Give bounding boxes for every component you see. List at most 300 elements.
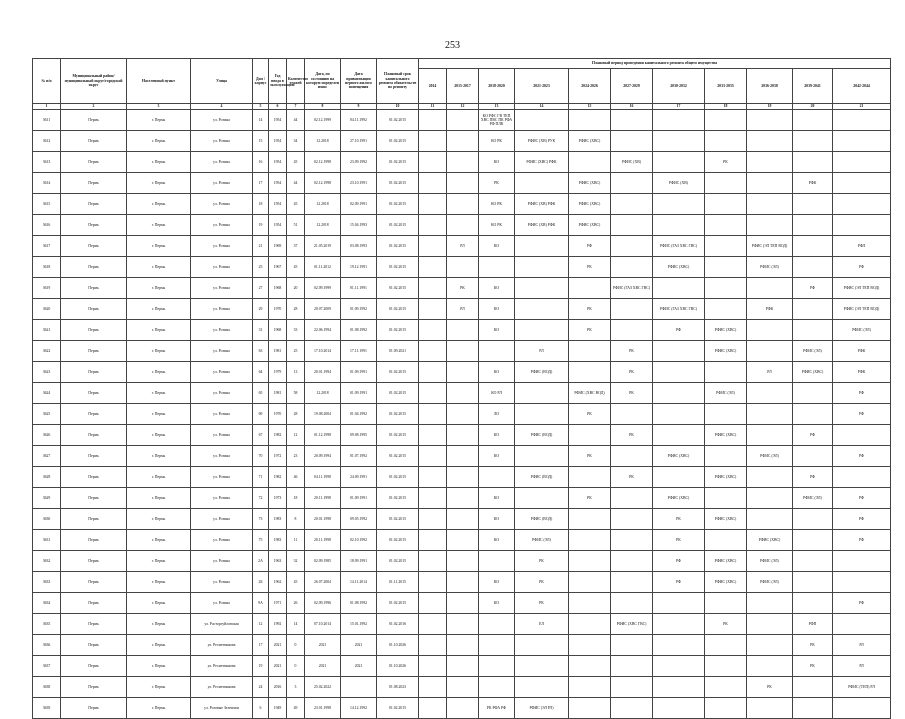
col-street-header: Улица: [191, 59, 253, 104]
period-cell: РФИС (ВОД): [515, 467, 569, 488]
privatization-date-cell: 01.09.1991: [341, 362, 377, 383]
period-cell: [447, 551, 479, 572]
period-cell: ЕЛ: [515, 614, 569, 635]
column-number-cell: 8: [305, 104, 341, 110]
period-header: 2030-2032: [653, 69, 705, 104]
privatization-date-cell: [341, 677, 377, 698]
table-row: [33, 194, 891, 215]
period-cell: РК: [479, 173, 515, 194]
period-cell: [419, 425, 447, 446]
period-cell: [747, 698, 793, 719]
period-cell: [569, 341, 611, 362]
period-cell: РФ: [653, 572, 705, 593]
house-cell: 12: [253, 614, 269, 635]
period-header: 2027-2029: [611, 69, 653, 104]
row-number-cell: 3636: [33, 635, 61, 656]
period-cell: РК: [705, 152, 747, 173]
period-cell: [611, 236, 653, 257]
table-row: [33, 425, 891, 446]
planned-term-cell: 01.02.2015: [377, 509, 419, 530]
floors-cell: 11: [287, 530, 305, 551]
period-cell: РЛ: [833, 656, 891, 677]
period-cell: РЛ: [447, 236, 479, 257]
table-row: [33, 509, 891, 530]
period-cell: РК: [569, 404, 611, 425]
period-cell: КО: [479, 572, 515, 593]
street-cell: ул. Розина: [191, 362, 253, 383]
year-cell: 1981: [269, 341, 287, 362]
house-cell: 69: [253, 404, 269, 425]
wear-date-cell: 02.12.1998: [305, 173, 341, 194]
locality-cell: г. Пермь: [127, 698, 191, 719]
locality-cell: г. Пермь: [127, 194, 191, 215]
locality-cell: г. Пермь: [127, 299, 191, 320]
street-cell: ул. Розина: [191, 131, 253, 152]
street-cell: ул. Розина: [191, 173, 253, 194]
wear-date-cell: 02.09.1985: [305, 551, 341, 572]
period-cell: [419, 278, 447, 299]
period-cell: КО: [479, 509, 515, 530]
period-cell: КО РФС ГВ ТЕП ХВС ПВС ПК РФА РФ ПЛК: [479, 110, 515, 131]
privatization-date-cell: 15.01.1992: [341, 614, 377, 635]
planned-term-cell: 01.02.2015: [377, 173, 419, 194]
period-cell: [419, 215, 447, 236]
house-cell: 19: [253, 215, 269, 236]
column-number-cell: 11: [419, 104, 447, 110]
planned-term-cell: 01.02.2016: [377, 614, 419, 635]
period-cell: РФИС (ЭЛ): [747, 551, 793, 572]
house-cell: 14: [253, 110, 269, 131]
floors-cell: 26: [287, 593, 305, 614]
period-cell: РФИС (ЭЛ): [747, 446, 793, 467]
period-cell: [419, 341, 447, 362]
period-cell: [793, 257, 833, 278]
floors-cell: 0: [287, 656, 305, 677]
period-cell: РФИС (ХВС): [705, 467, 747, 488]
period-cell: [419, 635, 447, 656]
year-cell: 1982: [269, 467, 287, 488]
period-header: 2021-2023: [515, 69, 569, 104]
period-cell: РФ: [833, 446, 891, 467]
year-cell: 1981: [269, 383, 287, 404]
period-cell: [705, 173, 747, 194]
row-number-cell: 3619: [33, 278, 61, 299]
period-cell: [515, 635, 569, 656]
wear-date-cell: 20.07.2009: [305, 299, 341, 320]
period-cell: РФИС (ЭЛ): [515, 530, 569, 551]
planned-term-cell: 01.02.2015: [377, 488, 419, 509]
floors-cell: 37: [287, 236, 305, 257]
period-cell: [447, 383, 479, 404]
planned-term-cell: 01.02.2015: [377, 215, 419, 236]
period-cell: [447, 635, 479, 656]
period-cell: [515, 656, 569, 677]
privatization-date-cell: 2021: [341, 656, 377, 677]
period-cell: [419, 551, 447, 572]
floors-cell: 0: [287, 635, 305, 656]
street-cell: ул. Розина: [191, 278, 253, 299]
period-cell: [705, 236, 747, 257]
floors-cell: 44: [287, 173, 305, 194]
house-cell: 2А: [253, 551, 269, 572]
wear-date-cell: 01.12.1998: [305, 425, 341, 446]
period-cell: [705, 635, 747, 656]
period-cell: РФИС (ЭЛ ТЕП ВОД): [747, 236, 793, 257]
period-cell: [793, 530, 833, 551]
house-cell: 72: [253, 488, 269, 509]
period-cell: [833, 131, 891, 152]
house-cell: 25: [253, 257, 269, 278]
period-cell: КО: [479, 278, 515, 299]
period-cell: РФИС (ХВ): [653, 173, 705, 194]
period-cell: [793, 236, 833, 257]
period-cell: [419, 404, 447, 425]
year-cell: 1954: [269, 173, 287, 194]
floors-cell: 58: [287, 383, 305, 404]
period-cell: [793, 320, 833, 341]
period-cell: [515, 299, 569, 320]
street-cell: ул. Розина: [191, 446, 253, 467]
year-cell: 1979: [269, 362, 287, 383]
capital-repair-schedule-table: [32, 58, 891, 719]
period-cell: РФ: [833, 488, 891, 509]
planned-term-cell: 01.02.2015: [377, 383, 419, 404]
period-cell: РФИС (ЭЛ ТЕП ВОД): [833, 278, 891, 299]
period-cell: [569, 530, 611, 551]
period-cell: [793, 509, 833, 530]
period-cell: РФ: [793, 425, 833, 446]
period-cell: РФИС (ХВС) РФК: [515, 152, 569, 173]
column-number-cell: 18: [705, 104, 747, 110]
floors-cell: 45: [287, 194, 305, 215]
period-cell: [833, 152, 891, 173]
period-cell: [515, 278, 569, 299]
col-floors-header: Количество этажей: [287, 59, 305, 104]
locality-cell: г. Пермь: [127, 635, 191, 656]
floors-cell: 45: [287, 257, 305, 278]
wear-date-cell: 02.09.1996: [305, 593, 341, 614]
period-cell: [747, 110, 793, 131]
period-cell: ЛО: [479, 404, 515, 425]
district-cell: Пермь: [61, 362, 127, 383]
locality-cell: г. Пермь: [127, 446, 191, 467]
locality-cell: г. Пермь: [127, 467, 191, 488]
period-cell: РФИС (ХВС): [705, 509, 747, 530]
period-cell: [653, 278, 705, 299]
period-cell: [419, 299, 447, 320]
period-cell: [419, 194, 447, 215]
row-number-cell: 3613: [33, 152, 61, 173]
period-cell: [705, 110, 747, 131]
period-cell: [479, 551, 515, 572]
row-number-cell: 3620: [33, 299, 61, 320]
planned-term-cell: 01.02.2015: [377, 551, 419, 572]
period-cell: [611, 677, 653, 698]
column-number-cell: 2: [61, 104, 127, 110]
period-cell: [419, 236, 447, 257]
period-cell: [569, 551, 611, 572]
period-cell: [793, 110, 833, 131]
period-cell: РФ: [833, 530, 891, 551]
period-cell: РФИС (ХВС): [653, 257, 705, 278]
street-cell: ул. Ресметинкова: [191, 677, 253, 698]
period-cell: [447, 341, 479, 362]
table-row: [33, 551, 891, 572]
planned-term-cell: 01.09.2021: [377, 341, 419, 362]
floors-cell: 28: [287, 299, 305, 320]
period-cell: [611, 656, 653, 677]
district-cell: Пермь: [61, 404, 127, 425]
floors-cell: 25: [287, 341, 305, 362]
wear-date-cell: 12.2018: [305, 131, 341, 152]
period-cell: [447, 656, 479, 677]
col-privatization-date-header: Дата приватизации первого жилого помещения: [341, 59, 377, 104]
period-cell: [447, 488, 479, 509]
privatization-date-cell: 23.10.1991: [341, 173, 377, 194]
period-cell: [747, 614, 793, 635]
row-number-cell: 3624: [33, 383, 61, 404]
year-cell: 1983: [269, 509, 287, 530]
privatization-date-cell: 01.09.1992: [341, 299, 377, 320]
period-cell: КО: [479, 425, 515, 446]
district-cell: Пермь: [61, 509, 127, 530]
row-number-cell: 3614: [33, 173, 61, 194]
period-cell: [419, 467, 447, 488]
period-cell: [447, 593, 479, 614]
locality-cell: г. Пермь: [127, 551, 191, 572]
period-cell: [653, 131, 705, 152]
column-number-cell: 1: [33, 104, 61, 110]
period-cell: [747, 404, 793, 425]
planned-term-cell: 01.02.2015: [377, 320, 419, 341]
period-cell: [747, 320, 793, 341]
period-cell: РФИС (ГАЗ ХВС ГВС): [653, 236, 705, 257]
district-cell: Пермь: [61, 152, 127, 173]
period-cell: РФ: [833, 593, 891, 614]
period-cell: РФИС (ВОД): [515, 509, 569, 530]
locality-cell: г. Пермь: [127, 530, 191, 551]
period-cell: РК: [653, 530, 705, 551]
locality-cell: г. Пермь: [127, 131, 191, 152]
period-cell: РК: [515, 551, 569, 572]
period-cell: РФИС (ХВС): [793, 362, 833, 383]
period-cell: [447, 404, 479, 425]
period-cell: РК: [793, 656, 833, 677]
floors-cell: 3: [287, 677, 305, 698]
period-cell: [747, 341, 793, 362]
district-cell: Пермь: [61, 551, 127, 572]
planned-term-cell: 01.02.2015: [377, 299, 419, 320]
period-cell: РК: [653, 509, 705, 530]
period-cell: [653, 341, 705, 362]
period-cell: [747, 467, 793, 488]
year-cell: 1967: [269, 257, 287, 278]
locality-cell: г. Пермь: [127, 152, 191, 173]
house-cell: 70: [253, 446, 269, 467]
period-cell: РФИС (ЭЛ РЛ): [515, 698, 569, 719]
table-row: [33, 446, 891, 467]
wear-date-cell: 07.10.2014: [305, 614, 341, 635]
period-cell: [447, 110, 479, 131]
street-cell: ул. Розовые Зеленчки: [191, 698, 253, 719]
privatization-date-cell: 17.11.1991: [341, 341, 377, 362]
period-cell: [419, 509, 447, 530]
table-row: [33, 131, 891, 152]
period-cell: РФК: [833, 362, 891, 383]
period-cell: РФИС (ХВС): [569, 215, 611, 236]
period-cell: [653, 677, 705, 698]
period-cell: РЛ: [833, 635, 891, 656]
planned-term-cell: 01.02.2015: [377, 257, 419, 278]
period-cell: [419, 488, 447, 509]
table-row: [33, 530, 891, 551]
period-cell: [569, 698, 611, 719]
street-cell: ул. Розина: [191, 320, 253, 341]
period-cell: [747, 152, 793, 173]
period-cell: КО РК: [479, 194, 515, 215]
period-cell: РФ: [653, 320, 705, 341]
column-number-cell: 12: [447, 104, 479, 110]
row-number-cell: 3634: [33, 593, 61, 614]
row-number-cell: 3621: [33, 320, 61, 341]
locality-cell: г. Пермь: [127, 572, 191, 593]
period-cell: [479, 677, 515, 698]
row-number-cell: 3631: [33, 530, 61, 551]
period-cell: [705, 677, 747, 698]
wear-date-cell: 26.07.2004: [305, 572, 341, 593]
privatization-date-cell: 14.11.2014: [341, 572, 377, 593]
privatization-date-cell: 04.11.1992: [341, 110, 377, 131]
district-cell: Пермь: [61, 488, 127, 509]
period-header: 2039-2041: [793, 69, 833, 104]
street-cell: ул. Ресметинкова: [191, 635, 253, 656]
wear-date-cell: 25.02.2022: [305, 677, 341, 698]
floors-cell: 33: [287, 320, 305, 341]
year-cell: 1954: [269, 194, 287, 215]
district-cell: Пермь: [61, 173, 127, 194]
period-cell: РФИС (ХВС): [747, 530, 793, 551]
period-cell: [611, 698, 653, 719]
period-cell: [611, 215, 653, 236]
period-header: 2042-2044: [833, 69, 891, 104]
year-cell: 2021: [269, 656, 287, 677]
privatization-date-cell: 2021: [341, 635, 377, 656]
period-cell: [611, 488, 653, 509]
period-cell: [479, 257, 515, 278]
period-cell: РЛ: [747, 362, 793, 383]
period-cell: [447, 320, 479, 341]
period-cell: РК: [611, 425, 653, 446]
table-row: [33, 404, 891, 425]
period-cell: РФИС (ВОД): [515, 362, 569, 383]
table-row: [33, 677, 891, 698]
period-cell: РК: [569, 488, 611, 509]
period-cell: [419, 110, 447, 131]
street-cell: ул. Розина: [191, 551, 253, 572]
period-cell: КО РК: [479, 131, 515, 152]
page-number: 253: [445, 40, 460, 51]
wear-date-cell: 17.10.2014: [305, 341, 341, 362]
planned-term-cell: 01.10.2026: [377, 656, 419, 677]
period-cell: РФИС (ЭЛ ТЕП ВОД): [833, 299, 891, 320]
floors-cell: 32: [287, 551, 305, 572]
column-number-cell: 14: [515, 104, 569, 110]
floors-cell: 8: [287, 509, 305, 530]
period-cell: [515, 677, 569, 698]
house-cell: 2Б: [253, 572, 269, 593]
privatization-date-cell: 01.08.1992: [341, 320, 377, 341]
privatization-date-cell: 03.08.1993: [341, 236, 377, 257]
table-row: [33, 362, 891, 383]
period-cell: [447, 530, 479, 551]
table-row: [33, 215, 891, 236]
privatization-date-cell: 01.11.1991: [341, 278, 377, 299]
period-cell: [833, 215, 891, 236]
period-cell: [569, 425, 611, 446]
period-cell: [793, 131, 833, 152]
period-cell: [793, 698, 833, 719]
district-cell: Пермь: [61, 698, 127, 719]
period-cell: [747, 488, 793, 509]
period-cell: РФИС (ЭЛ): [705, 383, 747, 404]
floors-cell: 49: [287, 698, 305, 719]
street-cell: ул. Розина: [191, 110, 253, 131]
district-cell: Пермь: [61, 635, 127, 656]
period-cell: [705, 404, 747, 425]
wear-date-cell: 20.01.1994: [305, 362, 341, 383]
period-cell: [747, 194, 793, 215]
period-cell: РФ: [833, 404, 891, 425]
period-cell: КО: [479, 320, 515, 341]
period-cell: КО: [479, 530, 515, 551]
period-cell: [705, 278, 747, 299]
period-cell: [747, 173, 793, 194]
period-cell: [653, 656, 705, 677]
row-number-cell: 3623: [33, 362, 61, 383]
period-cell: [793, 593, 833, 614]
house-cell: 19: [253, 656, 269, 677]
house-cell: 31: [253, 320, 269, 341]
table-row: [33, 488, 891, 509]
period-cell: [447, 152, 479, 173]
row-number-cell: 3628: [33, 467, 61, 488]
planned-term-cell: 01.02.2015: [377, 530, 419, 551]
wear-date-cell: 2021: [305, 635, 341, 656]
wear-date-cell: 01.11.2012: [305, 257, 341, 278]
period-header: 2018-2020: [479, 69, 515, 104]
row-number-cell: 3617: [33, 236, 61, 257]
period-header: 2024-2026: [569, 69, 611, 104]
period-cell: [747, 278, 793, 299]
period-cell: РФИС (ЭЛ): [833, 320, 891, 341]
planned-term-cell: 01.02.2015: [377, 467, 419, 488]
floors-cell: 51: [287, 215, 305, 236]
wear-date-cell: 20.01.1998: [305, 509, 341, 530]
period-cell: [833, 614, 891, 635]
period-cell: [611, 173, 653, 194]
period-cell: [611, 131, 653, 152]
period-cell: [705, 299, 747, 320]
period-cell: [833, 698, 891, 719]
period-cell: КО: [479, 446, 515, 467]
period-cell: [515, 320, 569, 341]
period-cell: [569, 593, 611, 614]
period-cell: РФИС (ХВ): [611, 152, 653, 173]
table-row: [33, 383, 891, 404]
period-cell: [447, 677, 479, 698]
floors-cell: 45: [287, 152, 305, 173]
wear-date-cell: 22.06.1994: [305, 320, 341, 341]
